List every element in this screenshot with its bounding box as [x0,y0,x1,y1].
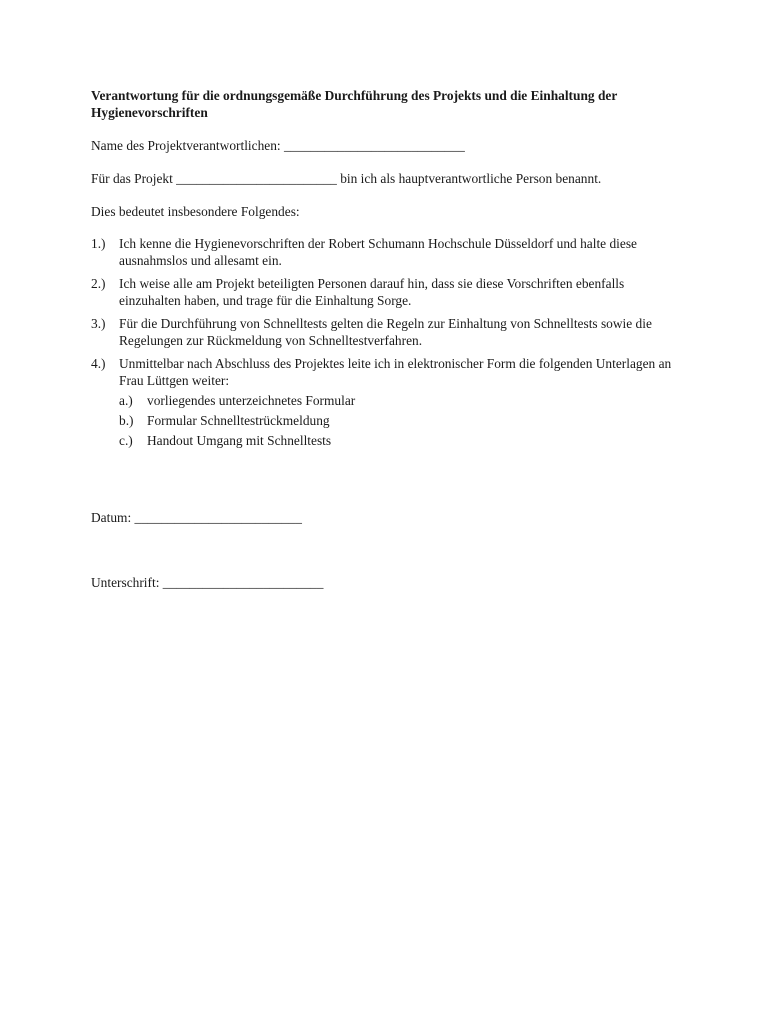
list-item-text: Unmittelbar nach Abschluss des Projektes leite ich in elektronischer Form die folgenden Unterlagen an Frau Lüttgen weiter: [119,356,672,388]
list-item-text: Ich kenne die Hygienevorschriften der Robert Schumann Hochschule Düsseldorf und halte diese ausnahmslos und allesamt ein. [119,236,637,268]
sub-list-item-text: Formular Schnelltestrückmeldung [147,413,330,428]
sub-list-item-text: Handout Umgang mit Schnelltests [147,433,332,448]
list-item-number: 2.) [91,276,106,291]
document-title: Verantwortung für die ordnungsgemäße Durchführung des Projekts und die Einhaltung der Hygienevorschriften [91,88,618,120]
intro-text: Dies bedeutet insbesondere Folgendes: [91,204,300,219]
project-name-line: Für das Projekt ________________________ bin ich als hauptverantwortliche Person benannt. [91,171,602,186]
list-item-number: 1.) [91,236,106,251]
list-item-number: 3.) [91,316,106,331]
sub-list-item-letter: b.) [119,413,134,428]
project-lead-name-line: Name des Projektverantwortlichen: ___________________________ [91,138,465,153]
list-item-text: Ich weise alle am Projekt beteiligten Personen darauf hin, dass sie diese Vorschriften ebenfalls einzuhalten haben, und trage für die Einhaltung Sorge. [119,276,625,308]
list-item-text: Für die Durchführung von Schnelltests gelten die Regeln zur Einhaltung von Schnelltests sowie die Regelungen zur Rückmeldung von Schnelltestverfahren. [119,316,652,348]
sub-list-item-letter: a.) [119,393,133,408]
signature-line: Unterschrift: ________________________ [91,575,324,590]
sub-list-item-letter: c.) [119,433,133,448]
date-line: Datum: _________________________ [91,510,302,525]
list-item-number: 4.) [91,356,106,371]
sub-list-item-text: vorliegendes unterzeichnetes Formular [147,393,356,408]
